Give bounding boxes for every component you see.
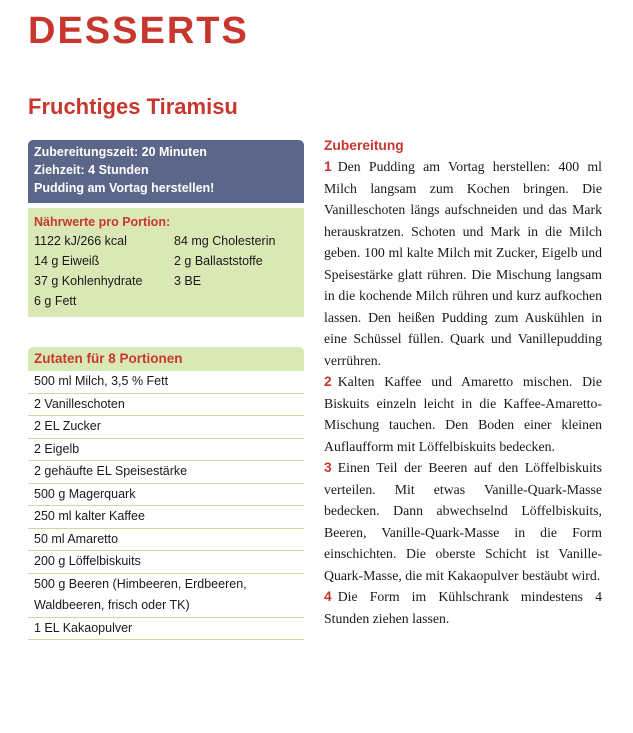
prep-step-3 bbox=[324, 457, 602, 586]
step-text: Den Pudding am Vortag herstellen: 400 ml Milch langsam zum Kochen bringen. Die Vanilleschoten längs aufschneiden und das Mark herauskratzen. Schoten und Mark in die Milch geben. 100 ml kalte Milch mit Zucker, Eigelb und Speisestärke glatt rühren. Die Mischung langsam in die kochende Milch rühren und kurz aufkochen lassen. Den heißen Pudding zum Auskühlen in eine Schüssel füllen. Quark und Vanillepudding verrühren. bbox=[324, 159, 602, 368]
step-text: Die Form im Kühlschrank mindestens 4 Stunden ziehen lassen. bbox=[324, 589, 602, 626]
step-number: 3 bbox=[324, 460, 332, 475]
ingredient-item: 250 ml kalter Kaffee bbox=[28, 506, 304, 529]
ingredient-item: 500 g Beeren (Himbeeren, Erdbeeren, Waldbeeren, frisch oder TK) bbox=[28, 574, 304, 618]
ingredient-item: 50 ml Amaretto bbox=[28, 529, 304, 552]
nutrition-carbs: 37 g Kohlenhydrate bbox=[34, 274, 143, 288]
time-box bbox=[28, 140, 304, 203]
preparation-heading: Zubereitung bbox=[324, 138, 404, 153]
nutrition-heading: Nährwerte pro Portion: bbox=[34, 215, 171, 229]
rest-time: Ziehzeit: 4 Stunden bbox=[34, 163, 149, 177]
step-number: 1 bbox=[324, 159, 332, 174]
ingredient-item: 500 g Magerquark bbox=[28, 484, 304, 507]
ingredient-item: 2 Vanilleschoten bbox=[28, 394, 304, 417]
ingredient-item: 2 gehäufte EL Speisestärke bbox=[28, 461, 304, 484]
preparation-column bbox=[324, 136, 602, 629]
nutrition-cholesterol: 84 mg Cholesterin bbox=[174, 234, 276, 248]
nutrition-energy: 1122 kJ/266 kcal bbox=[34, 234, 127, 248]
prep-step-4 bbox=[324, 586, 602, 629]
step-number: 2 bbox=[324, 374, 332, 389]
ingredients-list bbox=[28, 371, 304, 640]
ingredient-item: 2 EL Zucker bbox=[28, 416, 304, 439]
section-title: DESSERTS bbox=[28, 10, 249, 52]
prep-step-2 bbox=[324, 371, 602, 457]
nutrition-fiber: 2 g Ballaststoffe bbox=[174, 254, 263, 268]
ingredient-item: 2 Eigelb bbox=[28, 439, 304, 462]
step-text: Einen Teil der Beeren auf den Löffelbiskuits verteilen. Mit etwas Vanille-Quark-Masse bedecken. Dann abwechselnd Löffelbiskuits, Beeren, Vanille-Quark-Masse in die Form einschichten. Die oberste Schicht ist Vanille-Quark-Masse, die mit Kakaopulver bestäubt wird. bbox=[324, 460, 602, 583]
nutrition-be: 3 BE bbox=[174, 274, 202, 288]
ingredients-heading: Zutaten für 8 Portionen bbox=[28, 347, 304, 371]
nutrition-fat: 6 g Fett bbox=[34, 294, 77, 308]
nutrition-protein: 14 g Eiweiß bbox=[34, 254, 100, 268]
prep-step-1 bbox=[324, 156, 602, 371]
step-text: Kalten Kaffee und Amaretto mischen. Die Biskuits einzeln leicht in die Kaffee-Amaretto-Mischung tauchen. Den Boden einer kleinen Auflaufform mit Löffelbiskuits bedecken. bbox=[324, 374, 602, 454]
nutrition-box bbox=[28, 208, 304, 317]
ingredient-item: 200 g Löffelbiskuits bbox=[28, 551, 304, 574]
ingredient-item: 1 EL Kakaopulver bbox=[28, 618, 304, 641]
step-number: 4 bbox=[324, 589, 332, 604]
advance-note: Pudding am Vortag herstellen! bbox=[34, 181, 215, 195]
nutrition-grid bbox=[34, 231, 298, 311]
recipe-title: Fruchtiges Tiramisu bbox=[28, 94, 238, 119]
ingredient-item: 500 ml Milch, 3,5 % Fett bbox=[28, 371, 304, 394]
info-column bbox=[28, 140, 304, 640]
prep-time: Zubereitungszeit: 20 Minuten bbox=[34, 145, 207, 159]
